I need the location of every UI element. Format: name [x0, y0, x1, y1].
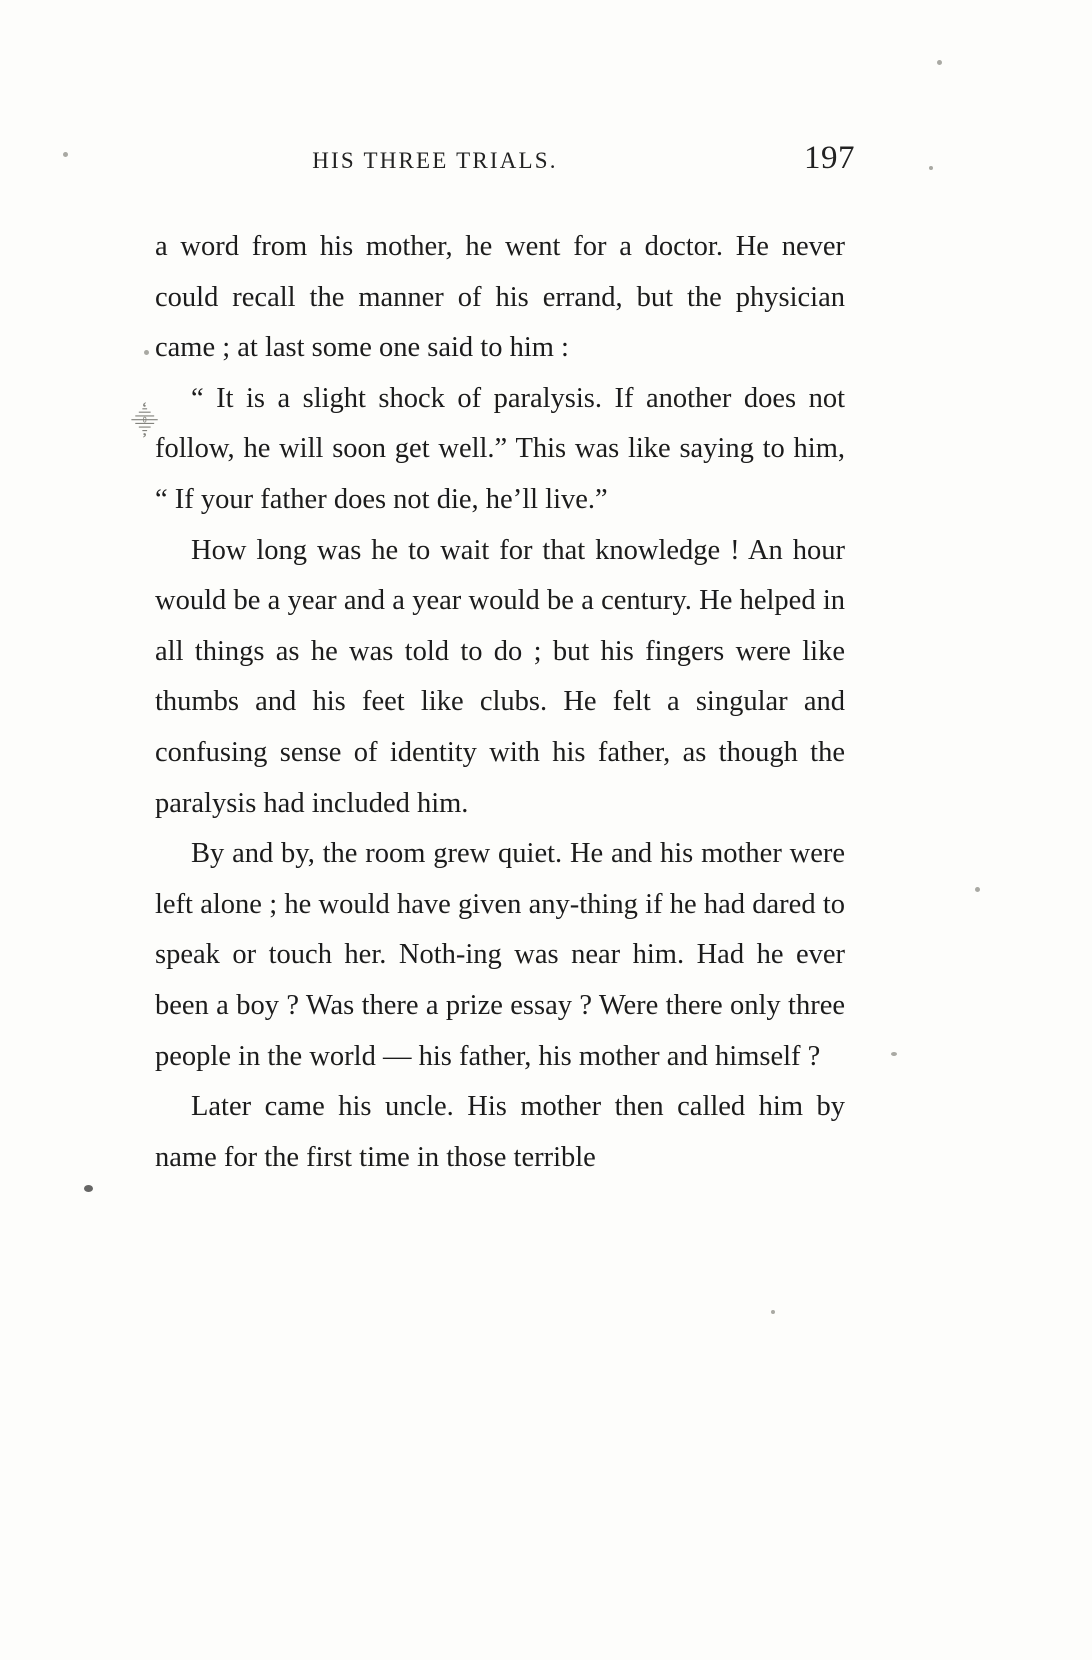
scan-speck-icon [63, 152, 68, 157]
running-head: HIS THREE TRIALS. [312, 148, 558, 173]
scan-speck-icon [144, 350, 149, 355]
scan-speck-icon [975, 887, 980, 892]
paragraph: “ It is a slight shock of paralysis. If another does not follow, he will soon get well.” This was like saying to him, “ If your father does not die, he’ll live.” [155, 382, 845, 515]
page-header [155, 140, 855, 188]
scan-speck-icon [771, 1310, 775, 1314]
scan-speck-icon [929, 166, 933, 170]
paragraph: Later came his uncle. His mother then called him by name for the first time in those terrible [155, 1091, 845, 1173]
paragraph: a word from his mother, he went for a doctor. He never could recall the manner of his errand, but the physician came ; at last some one said to him : [155, 231, 845, 364]
scan-speck-icon [84, 1185, 93, 1192]
margin-mark-icon: ⸎ [131, 407, 159, 436]
paragraph: By and by, the room grew quiet. He and his mother were left alone ; he would have given any-thing if he had dared to speak or touch her. Noth-ing was near him. Had he ever been a boy ? Was there a prize essay ? Were there only three people in the world — his father, his mother and himself ? [155, 838, 845, 1072]
scan-speck-icon [891, 1052, 897, 1056]
paragraph: How long was he to wait for that knowledge ! An hour would be a year and a year would be a century. He helped in all things as he was told to do ; but his fingers were like thumbs and his feet like clubs. He felt a singular and confusing sense of identity with his father, as though the paralysis had included him. [155, 534, 845, 819]
page-number: 197 [804, 140, 855, 176]
scan-speck-icon [937, 60, 942, 65]
page-body [155, 222, 845, 1183]
